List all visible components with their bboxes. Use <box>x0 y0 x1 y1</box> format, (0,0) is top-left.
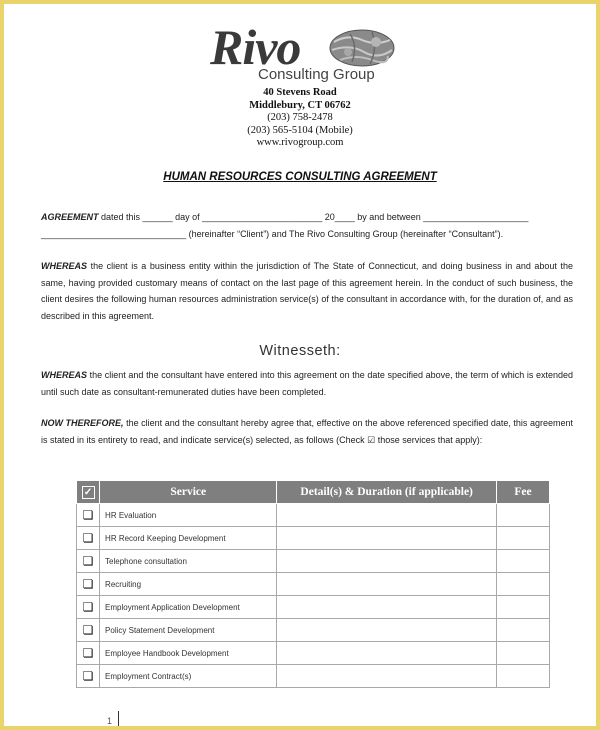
service-name: Employee Handbook Development <box>100 642 277 665</box>
service-name: Employment Application Development <box>100 596 277 619</box>
page-number: 1 <box>107 716 113 726</box>
table-row <box>77 573 550 596</box>
service-fee-cell[interactable] <box>496 665 549 688</box>
checkbox-icon: ❏ <box>82 577 94 591</box>
logo-consulting-group: Consulting Group <box>258 66 375 83</box>
logo-rivo-text: Rivo <box>210 19 301 75</box>
address-city: Middlebury, CT 06762 <box>249 99 351 111</box>
service-name: Telephone consultation <box>100 550 277 573</box>
service-details-cell[interactable] <box>277 527 496 550</box>
table-row <box>77 527 550 550</box>
table-row <box>77 550 550 573</box>
whereas-label-1: WHEREAS <box>41 261 88 271</box>
address-mobile: (203) 565-5104 (Mobile) <box>247 124 353 136</box>
service-details-cell[interactable] <box>277 596 496 619</box>
service-checkbox[interactable] <box>77 550 100 573</box>
whereas-text-2: the client and the consultant have entered into this agreement on the date specified above, the term of which is extended until such date as consultant-remunerated duties have been completed. <box>41 370 573 397</box>
service-details-cell[interactable] <box>277 550 496 573</box>
checkbox-icon: ❏ <box>82 646 94 660</box>
service-fee-cell[interactable] <box>496 619 549 642</box>
whereas-paragraph-2 <box>41 367 573 400</box>
whereas-text-1: the client is a business entity within the jurisdiction of The State of Connecticut, and doing business in and about the same, having provided customary means of contact on the last page of this agreement herein. In the conduct of such business, the client desires the following human resources administration service(s) of the consultant in accordance with, for the duration of, and as described in this agreement. <box>41 261 573 321</box>
now-therefore-label: NOW THEREFORE, <box>41 418 124 428</box>
now-therefore-text: the client and the consultant hereby agree that, effective on the above referenced specified date, this agreement is stated in its entirety to read, and indicate service(s) selected, as follows (Check ☑ those services that apply): <box>41 418 573 445</box>
service-checkbox[interactable] <box>77 596 100 619</box>
checkbox-icon: ❏ <box>82 508 94 522</box>
text-cursor <box>118 711 119 726</box>
service-details-cell[interactable] <box>277 619 496 642</box>
agreement-label: AGREEMENT <box>41 212 99 222</box>
service-fee-cell[interactable] <box>496 596 549 619</box>
service-name: Recruiting <box>100 573 277 596</box>
address-street: 40 Stevens Road <box>263 87 337 98</box>
service-name: HR Record Keeping Development <box>100 527 277 550</box>
checkbox-icon: ❏ <box>82 531 94 545</box>
service-checkbox[interactable] <box>77 573 100 596</box>
table-row <box>77 642 550 665</box>
service-name: HR Evaluation <box>100 504 277 527</box>
service-name: Employment Contract(s) <box>100 665 277 688</box>
checkbox-icon: ❏ <box>82 669 94 683</box>
whereas-label-2: WHEREAS <box>41 370 88 380</box>
service-fee-cell[interactable] <box>496 642 549 665</box>
checkbox-icon: ❏ <box>82 600 94 614</box>
witnesseth-heading: Witnesseth: <box>259 343 341 359</box>
service-details-cell[interactable] <box>277 504 496 527</box>
services-table-body <box>77 504 550 688</box>
table-row <box>77 596 550 619</box>
service-fee-cell[interactable] <box>496 527 549 550</box>
checkbox-icon: ❏ <box>82 554 94 568</box>
checkbox-icon: ❏ <box>82 623 94 637</box>
service-checkbox[interactable] <box>77 642 100 665</box>
address-phone: (203) 758-2478 <box>267 112 333 124</box>
document-page <box>4 4 596 726</box>
globe-icon <box>328 28 396 68</box>
header-checkbox-cell <box>77 481 100 504</box>
table-row <box>77 665 550 688</box>
service-fee-cell[interactable] <box>496 573 549 596</box>
service-details-cell[interactable] <box>277 665 496 688</box>
whereas-paragraph-1 <box>41 258 573 324</box>
service-checkbox[interactable] <box>77 527 100 550</box>
services-table <box>76 480 550 688</box>
agreement-paragraph <box>41 209 573 242</box>
address-website: www.rivogroup.com <box>256 137 344 149</box>
header-fee: Fee <box>496 481 549 504</box>
service-checkbox[interactable] <box>77 619 100 642</box>
now-therefore-paragraph <box>41 415 573 448</box>
company-address <box>4 87 596 150</box>
service-fee-cell[interactable] <box>496 550 549 573</box>
service-checkbox[interactable] <box>77 504 100 527</box>
service-details-cell[interactable] <box>277 642 496 665</box>
header-details: Detail(s) & Duration (if applicable) <box>277 481 496 504</box>
company-logo <box>210 19 400 86</box>
service-name: Policy Statement Development <box>100 619 277 642</box>
table-row <box>77 504 550 527</box>
header-check-icon: ✓ <box>82 486 95 499</box>
agreement-line-1: dated this ______ day of ________________________ 20____ by and between _____________________ <box>98 212 529 222</box>
services-table-header <box>77 481 550 504</box>
service-checkbox[interactable] <box>77 665 100 688</box>
agreement-line-2: _____________________________ (hereinafter “Client”) and The Rivo Consulting Group (hereinafter “Consultant”). <box>41 228 504 239</box>
document-title: HUMAN RESOURCES CONSULTING AGREEMENT <box>163 171 437 183</box>
service-fee-cell[interactable] <box>496 504 549 527</box>
service-details-cell[interactable] <box>277 573 496 596</box>
header-service: Service <box>100 481 277 504</box>
table-row <box>77 619 550 642</box>
